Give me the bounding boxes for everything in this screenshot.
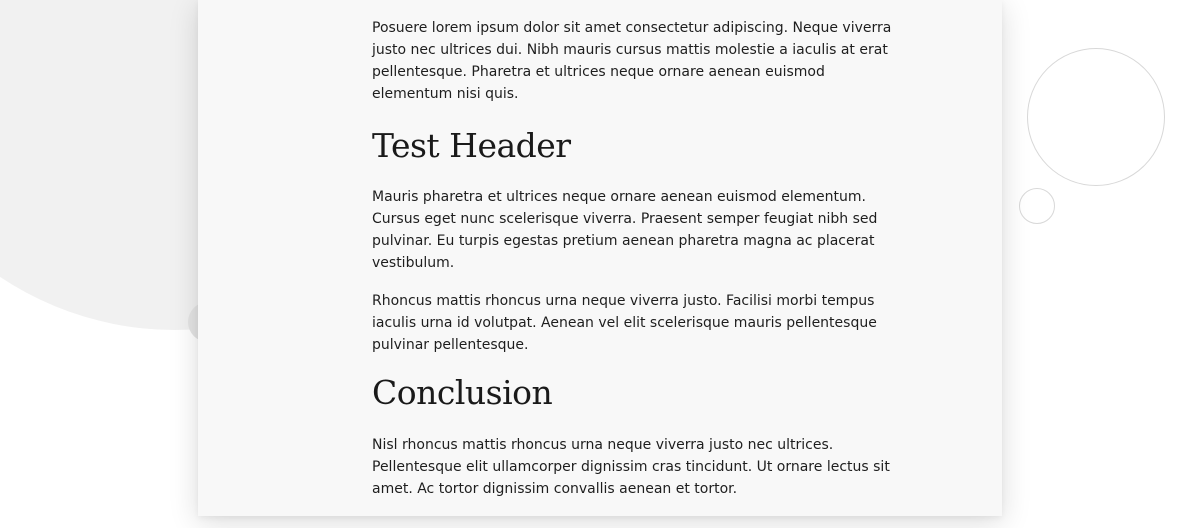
section-heading: Test Header bbox=[372, 126, 571, 165]
article-paragraph: Mauris pharetra et ultrices neque ornare aenean euismod elementum. Cursus eget nunc scelerisque viverra. Praesent semper feugiat nibh sed pulvinar. Eu turpis egestas pretium aenean pharetra magna ac placerat vestibulum. bbox=[372, 189, 878, 271]
outline-circle-large-decoration bbox=[1027, 48, 1165, 186]
article-body bbox=[372, 17, 892, 500]
article-paragraph: Posuere lorem ipsum dolor sit amet consectetur adipiscing. Neque viverra justo nec ultrices dui. Nibh mauris cursus mattis molestie a iaculis at erat pellentesque. Pharetra et ultrices neque ornare aenean euismod elementum nisi quis. bbox=[372, 20, 892, 102]
article-card bbox=[198, 0, 1002, 516]
outline-circle-small-decoration bbox=[1019, 188, 1055, 224]
article-paragraph: Nisl rhoncus mattis rhoncus urna neque viverra justo nec ultrices. Pellentesque elit ullamcorper dignissim cras tincidunt. Ut ornare lectus sit amet. Ac tortor dignissim convallis aenean et tortor. bbox=[372, 437, 890, 497]
conclusion-heading: Conclusion bbox=[372, 373, 553, 412]
article-paragraph: Rhoncus mattis rhoncus urna neque viverra justo. Facilisi morbi tempus iaculis urna id volutpat. Aenean vel elit scelerisque mauris pellentesque pulvinar pellentesque. bbox=[372, 293, 877, 353]
